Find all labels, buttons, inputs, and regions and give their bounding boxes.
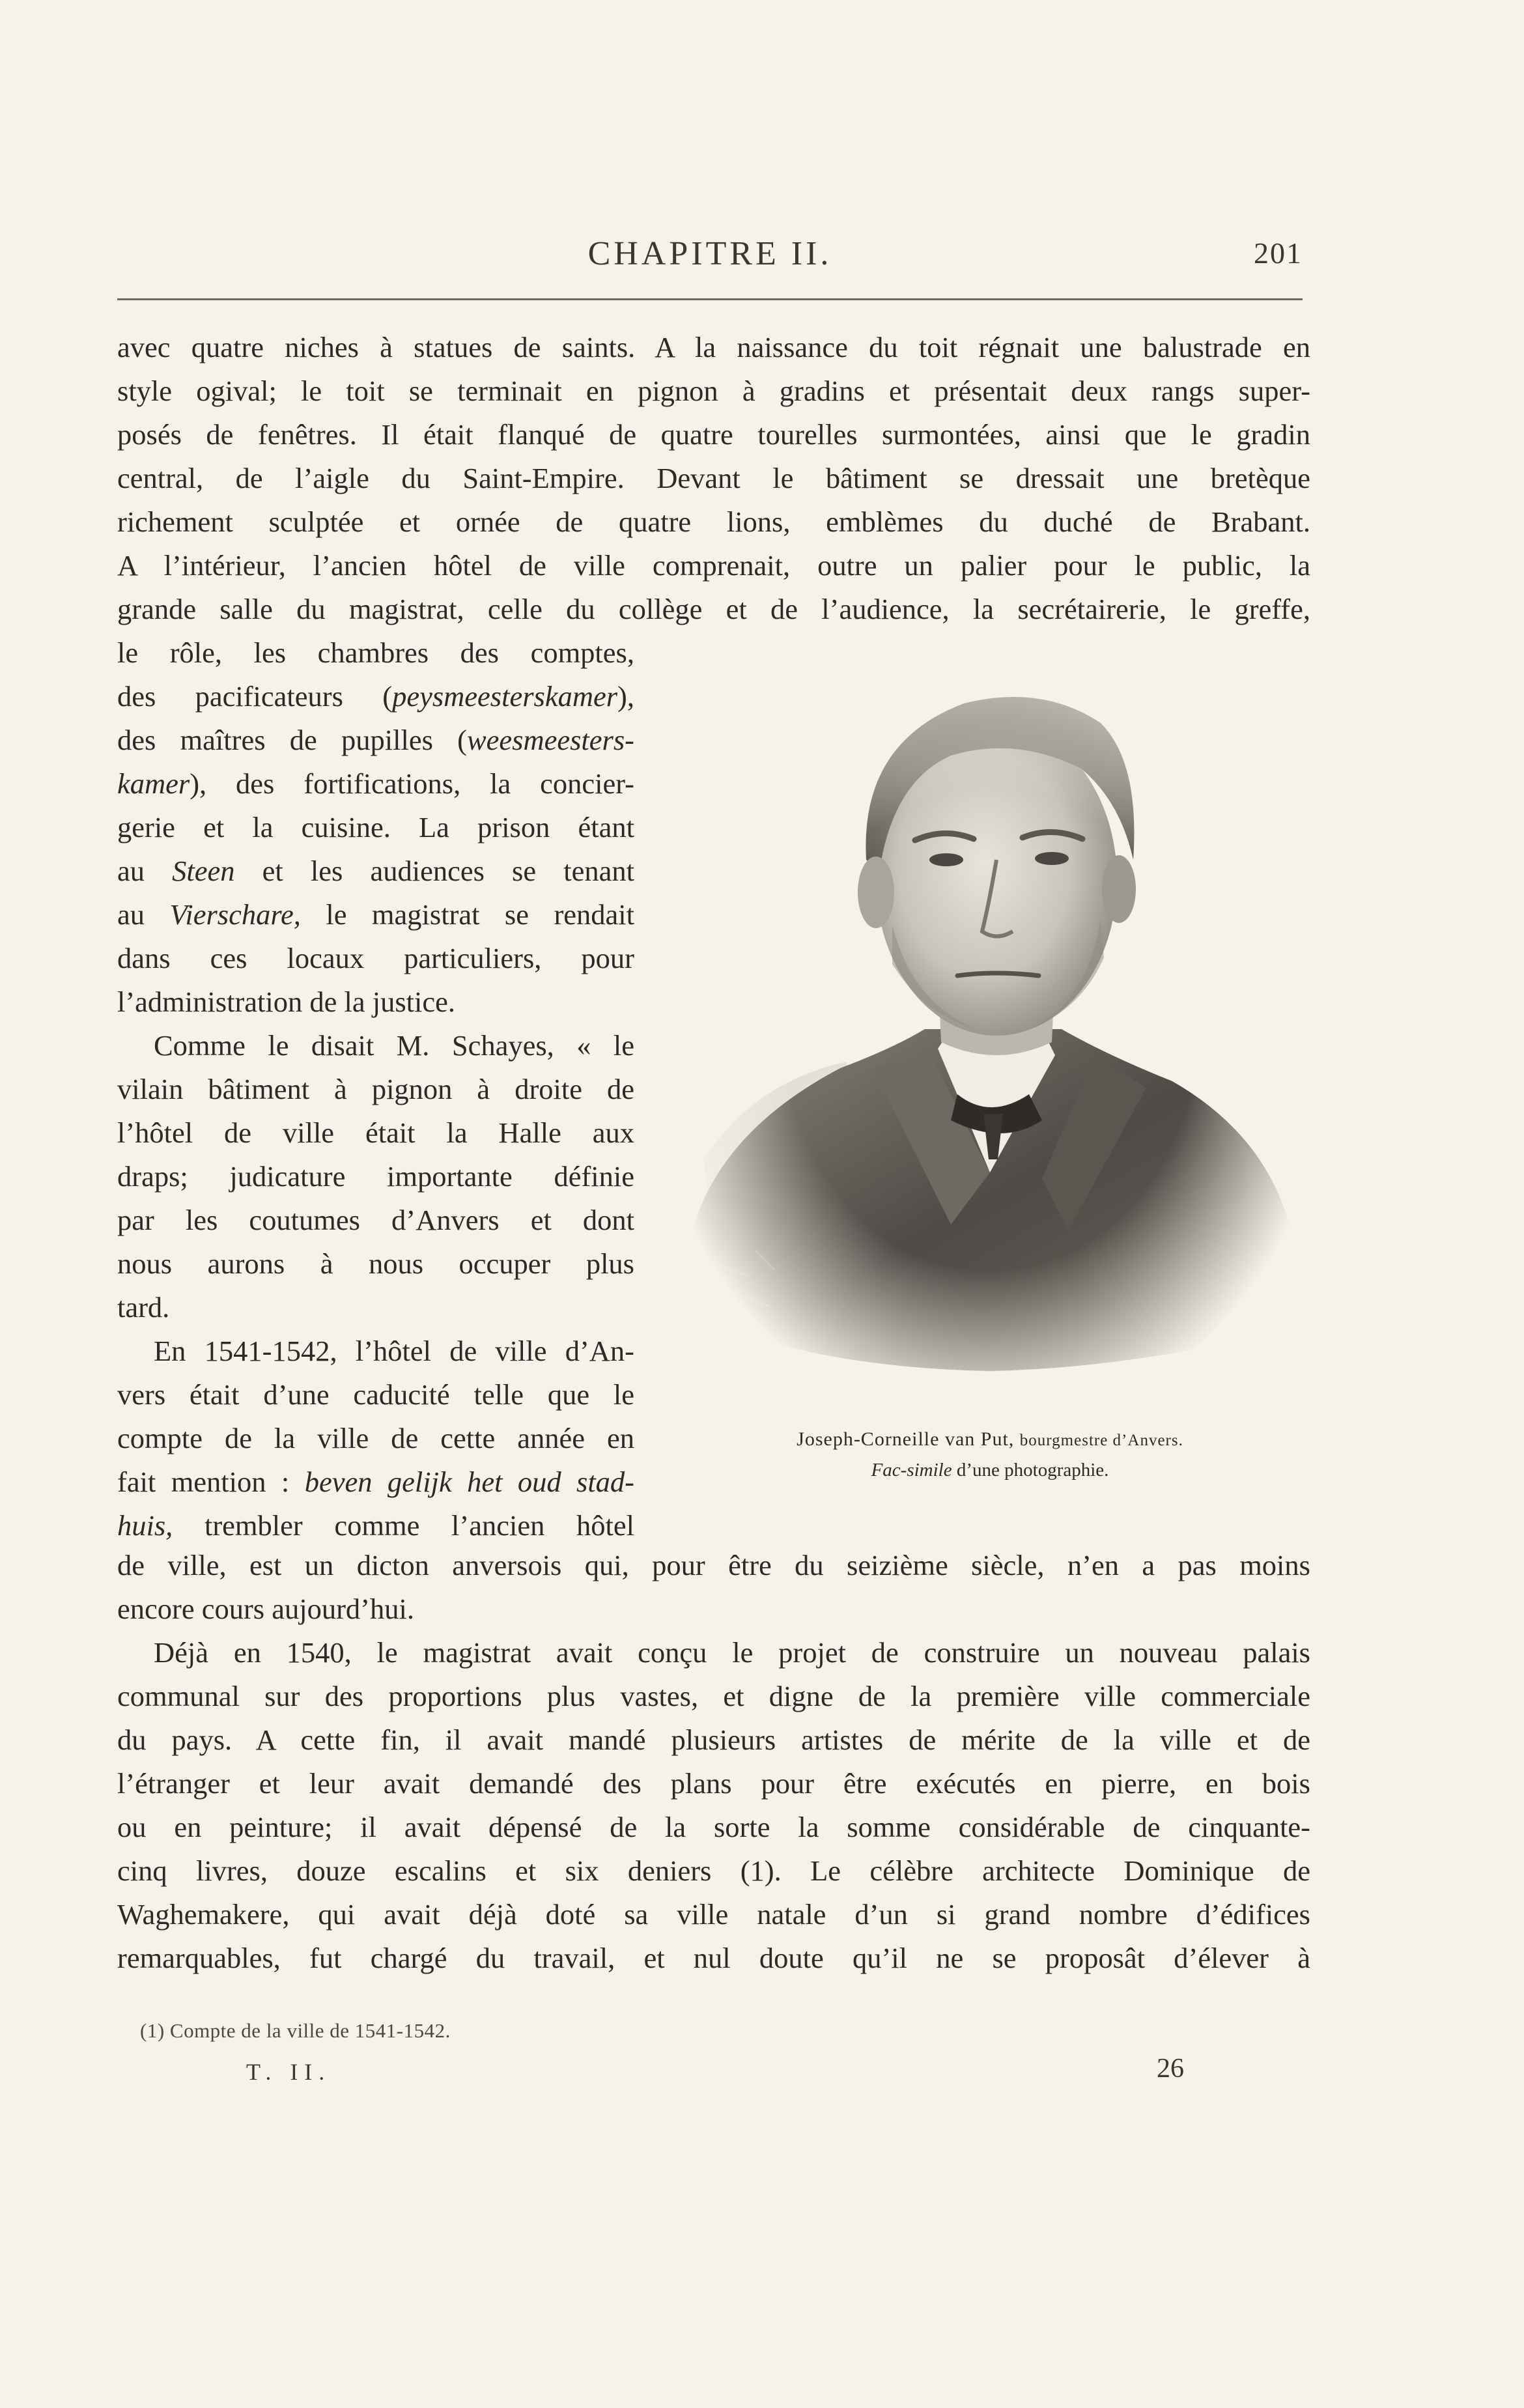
text-line: style ogival; le toit se terminait en pignon à gradins et présentait deux rangs super- [117, 375, 1310, 407]
text-line: du pays. A cette fin, il avait mandé plusieurs artistes de mérite de la ville et de [117, 1723, 1310, 1756]
italic-term: kamer [117, 767, 190, 800]
text-line: compte de la ville de cette année en [117, 1422, 634, 1454]
text-line: tard. [117, 1291, 170, 1324]
text-line: cinq livres, douze escalins et six deniers (1). Le célèbre architecte Dominique de [117, 1854, 1310, 1887]
page-number: 201 [1254, 236, 1303, 270]
text-line: communal sur des proportions plus vastes, et digne de la première ville commerciale [117, 1680, 1310, 1712]
text-line: posés de fenêtres. Il était flanqué de quatre tourelles surmontées, ainsi que le gradin [117, 418, 1310, 451]
text-line: avec quatre niches à statues de saints. A la naissance du toit régnait une balustrade en [117, 331, 1310, 363]
text-line: En 1541-1542, l’hôtel de ville d’An- [154, 1335, 634, 1367]
running-head [117, 234, 1303, 280]
text-line: vilain bâtiment à pignon à droite de [117, 1073, 634, 1105]
italic-term: Steen [172, 855, 235, 887]
italic-term: Vierschare, [169, 898, 301, 931]
text-line: au Steen et les audiences se tenant [117, 855, 634, 887]
text-line: Comme le disait M. Schayes, « le [154, 1029, 634, 1062]
italic-term: peysmeesterskamer [392, 680, 618, 713]
text-line: nous aurons à nous occuper plus [117, 1247, 634, 1280]
text-line: de ville, est un dicton anversois qui, pour être du seizième siècle, n’en a pas moins [117, 1549, 1310, 1581]
text-line: A l’intérieur, l’ancien hôtel de ville comprenait, outre un palier pour le public, la [117, 549, 1310, 582]
italic-term: beven gelijk het oud stad- [304, 1466, 634, 1498]
text-line: dans ces locaux particuliers, pour [117, 942, 634, 974]
text-line: l’étranger et leur avait demandé des plans pour être exécutés en pierre, en bois [117, 1767, 1310, 1800]
text-line: huis, trembler comme l’ancien hôtel [117, 1509, 634, 1542]
signature-mark: T. II. [246, 2059, 332, 2085]
top-paragraph [117, 326, 1310, 631]
text-line: kamer), des fortifications, la concier- [117, 767, 634, 800]
text-line: des pacificateurs (peysmeesterskamer), [117, 680, 634, 713]
text-line: draps; judicature importante définie [117, 1160, 634, 1193]
bottom-paragraphs [117, 1544, 1310, 1980]
text-line: ou en peinture; il avait dépensé de la sorte la somme considérable de cinquante- [117, 1811, 1310, 1843]
text-line: fait mention : beven gelijk het oud stad- [117, 1466, 634, 1498]
text-line: encore cours aujourd’hui. [117, 1593, 414, 1625]
italic-term: huis, [117, 1509, 173, 1542]
portrait-caption [677, 1425, 1303, 1485]
header-rule [117, 298, 1303, 300]
text-line: par les coutumes d’Anvers et dont [117, 1204, 634, 1236]
text-line: des maîtres de pupilles (weesmeesters- [117, 724, 634, 756]
caption-source: Fac-simile d’une photographie. [871, 1460, 1109, 1480]
text-line: au Vierschare, le magistrat se rendait [117, 898, 634, 931]
text-line: central, de l’aigle du Saint-Empire. Devant le bâtiment se dressait une bretèque [117, 462, 1310, 494]
text-line: Déjà en 1540, le magistrat avait conçu le projet de construire un nouveau palais [154, 1636, 1310, 1669]
text-line: Waghemakere, qui avait déjà doté sa ville natale d’un si grand nombre d’édifices [117, 1898, 1310, 1931]
sheet-number: 26 [1157, 2054, 1184, 2084]
left-column-text [117, 631, 634, 1548]
italic-term: weesmeesters- [466, 724, 634, 756]
text-line: remarquables, fut chargé du travail, et nul doute qu’il ne se proposât d’élever à [117, 1942, 1310, 1974]
text-line: le rôle, les chambres des comptes, [117, 636, 634, 669]
text-line: vers était d’une caducité telle que le [117, 1378, 634, 1411]
chapter-title: CHAPITRE II. [587, 235, 832, 272]
text-line: grande salle du magistrat, celle du collège et de l’audience, la secrétairerie, le greffe, [117, 593, 1310, 625]
footnote: (1) Compte de la ville de 1541-1542. [140, 2019, 451, 2042]
caption-name: Joseph-Corneille van Put, bourgmestre d’Anvers. [797, 1428, 1183, 1450]
text-line: gerie et la cuisine. La prison étant [117, 811, 634, 843]
text-line: l’hôtel de ville était la Halle aux [117, 1116, 634, 1149]
text-line: richement sculptée et ornée de quatre lions, emblèmes du duché de Brabant. [117, 505, 1310, 538]
portrait-engraving [677, 664, 1303, 1394]
text-line: l’administration de la justice. [117, 985, 456, 1018]
